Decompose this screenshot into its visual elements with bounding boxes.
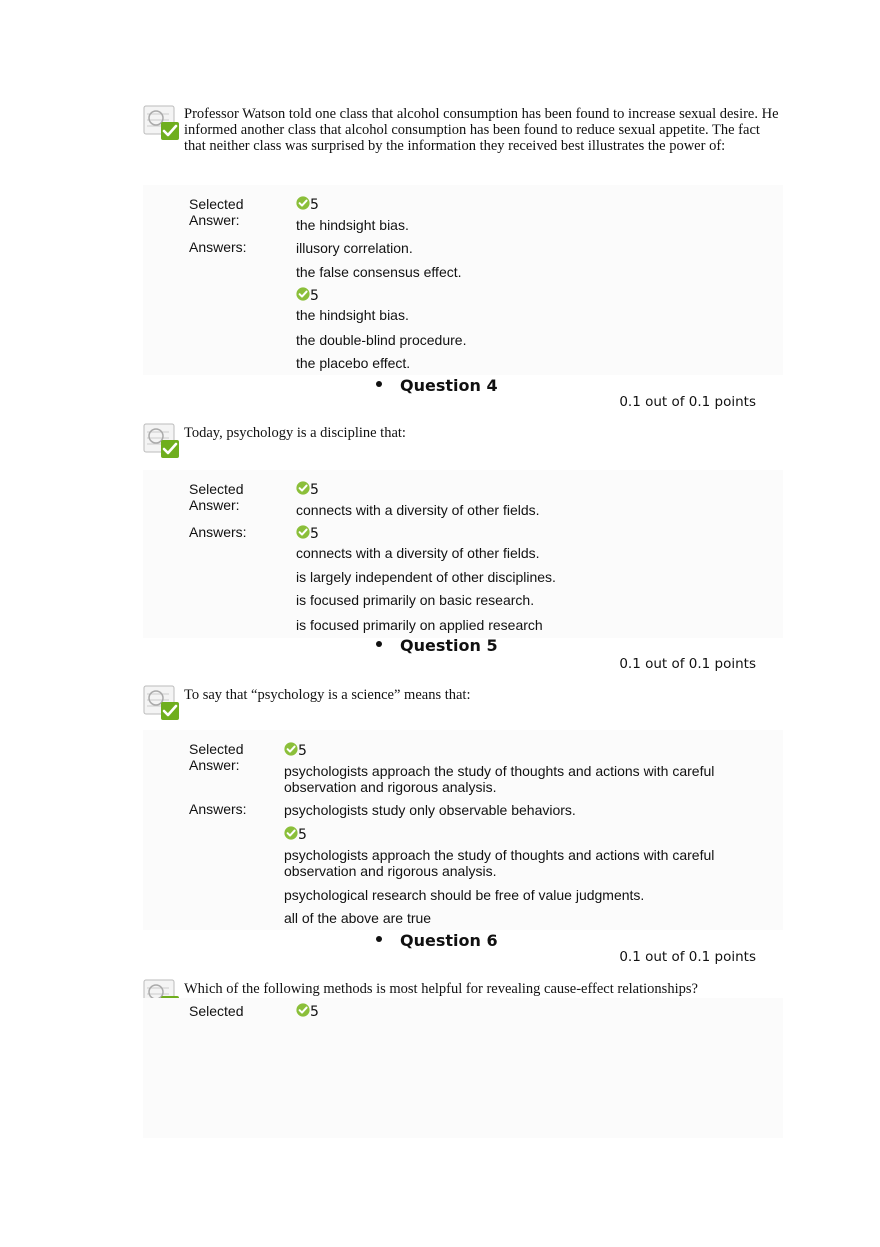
question-5-prompt: To say that “psychology is a science” means that: xyxy=(184,687,471,703)
answer-option: the hindsight bias. xyxy=(296,307,409,323)
points-label: 0.1 out of 0.1 points xyxy=(619,949,756,965)
question-heading: Question 5 xyxy=(376,636,498,655)
question-heading: Question 4 xyxy=(376,376,498,395)
selected-answer: the hindsight bias. xyxy=(296,217,409,233)
selected-answer-label: Selected Answer: xyxy=(189,481,244,513)
answer-option: connects with a diversity of other fields. xyxy=(296,545,540,561)
correct-score: 5 xyxy=(284,826,307,843)
answer-option: psychological research should be free of value judgments. xyxy=(284,887,645,903)
correct-check-icon xyxy=(284,742,298,756)
bullet-icon xyxy=(376,641,382,647)
answer-option: the double-blind procedure. xyxy=(296,332,467,348)
points-label: 0.1 out of 0.1 points xyxy=(619,656,756,672)
answer-option: all of the above are true xyxy=(284,910,432,926)
selected-answer: connects with a diversity of other fields. xyxy=(296,502,540,518)
bullet-icon xyxy=(376,381,382,387)
correct-score: 5 xyxy=(296,287,319,304)
answer-option: illusory correlation. xyxy=(296,240,413,256)
correct-check-icon xyxy=(296,1003,310,1017)
answer-option: the placebo effect. xyxy=(296,355,411,371)
answers-label: Answers: xyxy=(189,239,247,255)
selected-answer: psychologists approach the study of thoughts and actions with careful observation and rigorous analysis. xyxy=(284,763,715,795)
correct-score: 5 xyxy=(296,525,319,542)
selected-score: 5 xyxy=(296,481,319,498)
selected-answer-label: Selected Answer: xyxy=(189,196,244,228)
points-label: 0.1 out of 0.1 points xyxy=(619,394,756,410)
answer-area xyxy=(143,998,783,1138)
selected-score: 5 xyxy=(284,742,307,759)
answers-label: Answers: xyxy=(189,524,247,540)
question-heading: Question 6 xyxy=(376,931,498,950)
answer-option: is focused primarily on basic research. xyxy=(296,592,535,608)
graded-correct-icon xyxy=(143,685,181,721)
correct-check-icon xyxy=(284,826,298,840)
selected-answer-label: Selected Answer: xyxy=(189,741,244,773)
question-6-prompt: Which of the following methods is most helpful for revealing cause-effect relationships? xyxy=(184,981,698,997)
question-4-prompt: Today, psychology is a discipline that: xyxy=(184,425,406,441)
graded-correct-icon xyxy=(143,423,181,459)
answer-option: is focused primarily on applied research xyxy=(296,617,543,633)
correct-check-icon xyxy=(296,287,310,301)
question-3-prompt: Professor Watson told one class that alcohol consumption has been found to increase sexual desire. He informed another class that alcohol consumption has been found to reduce sexual appetite. The fact that neither class was surprised by the information they received best illustrates the power of: xyxy=(184,106,779,154)
bullet-icon xyxy=(376,936,382,942)
selected-score: 5 xyxy=(296,196,319,213)
answer-option: psychologists approach the study of thoughts and actions with careful observation and rigorous analysis. xyxy=(284,847,715,879)
correct-check-icon xyxy=(296,525,310,539)
graded-correct-icon xyxy=(143,105,181,141)
selected-score: 5 xyxy=(296,1003,319,1020)
selected-answer-label: Selected xyxy=(189,1003,244,1019)
correct-check-icon xyxy=(296,196,310,210)
answer-option: psychologists study only observable behaviors. xyxy=(284,802,576,818)
answer-option: is largely independent of other disciplines. xyxy=(296,569,556,585)
answers-label: Answers: xyxy=(189,801,247,817)
correct-check-icon xyxy=(296,481,310,495)
answer-option: the false consensus effect. xyxy=(296,264,462,280)
